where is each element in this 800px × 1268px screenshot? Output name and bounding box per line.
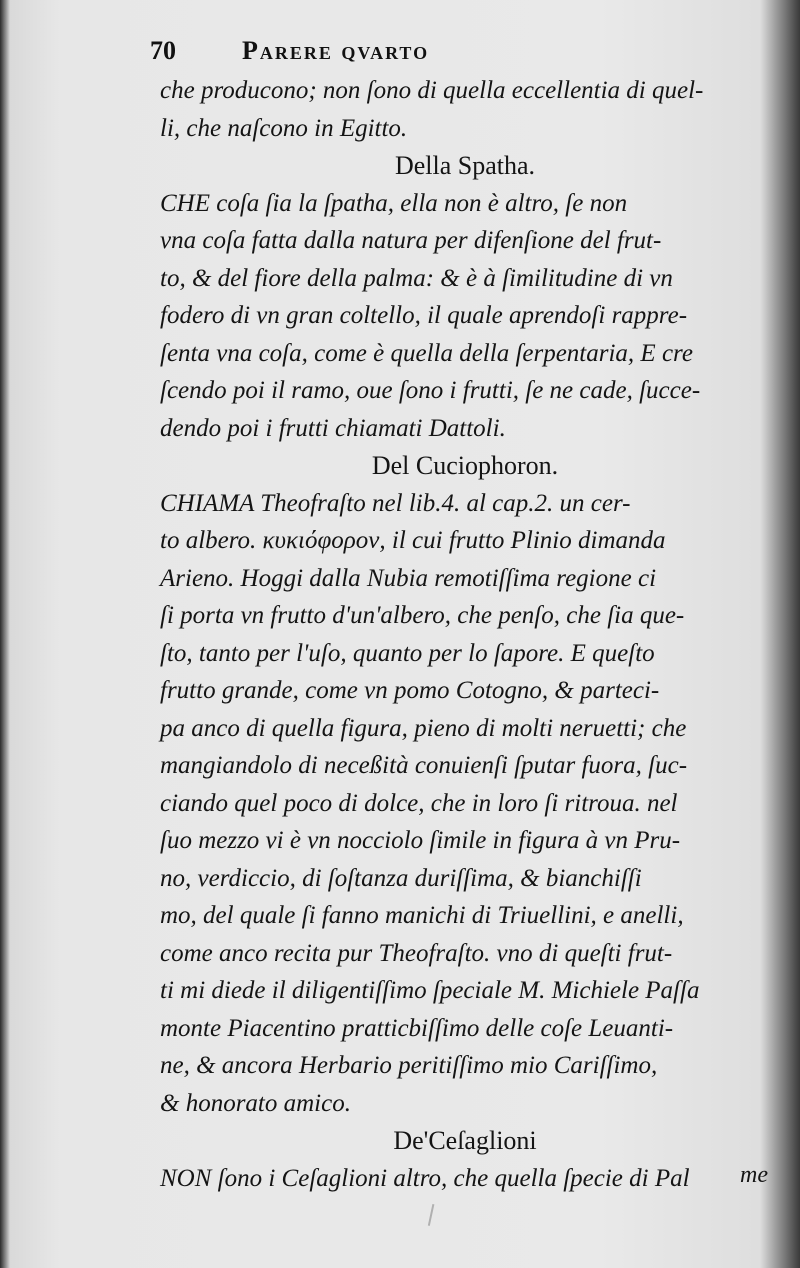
text-line: CHE coſa ſia la ſpatha, ella non è altro, ſe non — [160, 189, 628, 217]
text-line: ſi porta vn frutto d'un'albero, che penſo, che ſia que- — [160, 602, 685, 629]
text-line: vna coſa fatta dalla natura per difenſione del frut- — [160, 227, 662, 254]
text-line: ſenta vna coſa, come è quella della ſerpentaria, E cre — [160, 339, 693, 367]
text-line: come anco recita pur Theofraſto. vno di queſti frut- — [160, 939, 673, 967]
section-heading: Della Spatha. — [394, 151, 536, 180]
text-line: to albero. κυκιόφορον, il cui frutto Plinio dimanda — [160, 527, 666, 554]
text-line: frutto grande, come vn pomo Cotogno, & parteci- — [160, 677, 660, 704]
show-through-text — [420, 10, 426, 36]
text-line: pa anco di quella figura, pieno di molti neruetti; che — [160, 714, 687, 742]
text-line: ti mi diede il diligentiſſimo ſpeciale M. Michiele Paſſa — [160, 977, 700, 1004]
ink-mark — [428, 1204, 444, 1228]
text-line: che producono; non ſono di quella eccellentia di quel- — [160, 77, 704, 104]
running-head: Parere qvarto — [242, 36, 430, 65]
text-line: li, che naſcono in Egitto. — [160, 114, 408, 142]
text-line: to, & del fiore della palma: & è à ſimilitudine di vn — [160, 264, 673, 292]
text-line: monte Piacentino pratticbiſſimo delle coſe Leuanti- — [160, 1014, 674, 1042]
text-line: ſcendo poi il ramo, oue ſono i frutti, ſe ne cade, ſucce- — [160, 377, 701, 404]
text-line: mangiandolo di neceßità conuienſi ſputar fuora, ſuc- — [160, 752, 688, 779]
text-line: mo, del quale ſi fanno manichi di Triuellini, e anelli, — [160, 902, 684, 929]
text-line: CHIAMA Theofraſto nel lib.4. al cap.2. un cer- — [160, 489, 631, 517]
section-heading: De'Ceſaglioni — [393, 1126, 537, 1155]
text-line: NON ſono i Ceſaglioni altro, che quella ſpecie di Pal — [160, 1164, 690, 1192]
text-line: Arieno. Hoggi dalla Nubia remotiſſima regione ci — [160, 564, 657, 592]
text-block — [160, 72, 770, 1197]
page-number: 70 — [150, 36, 176, 65]
text-line: ne, & ancora Herbario peritiſſimo mio Cariſſimo, — [160, 1052, 658, 1079]
text-line: ciando quel poco di dolce, che in loro ſi ritroua. nel — [160, 789, 678, 817]
text-line: fodero di vn gran coltello, il quale aprendoſi rappre- — [160, 302, 688, 329]
page-header — [150, 36, 770, 66]
text-line: ſuo mezzo vi è vn nocciolo ſimile in figura à vn Pru- — [160, 827, 681, 854]
text-line: & honorato amico. — [160, 1089, 351, 1117]
catchword: me — [740, 1162, 768, 1188]
section-heading: Del Cuciophoron. — [371, 451, 559, 480]
text-line: no, verdiccio, di ſoſtanza duriſſima, & bianchiſſi — [160, 864, 642, 892]
text-line: ſto, tanto per l'uſo, quanto per lo ſapore. E queſto — [160, 639, 655, 667]
text-line: dendo poi i frutti chiamati Dattoli. — [160, 414, 506, 442]
